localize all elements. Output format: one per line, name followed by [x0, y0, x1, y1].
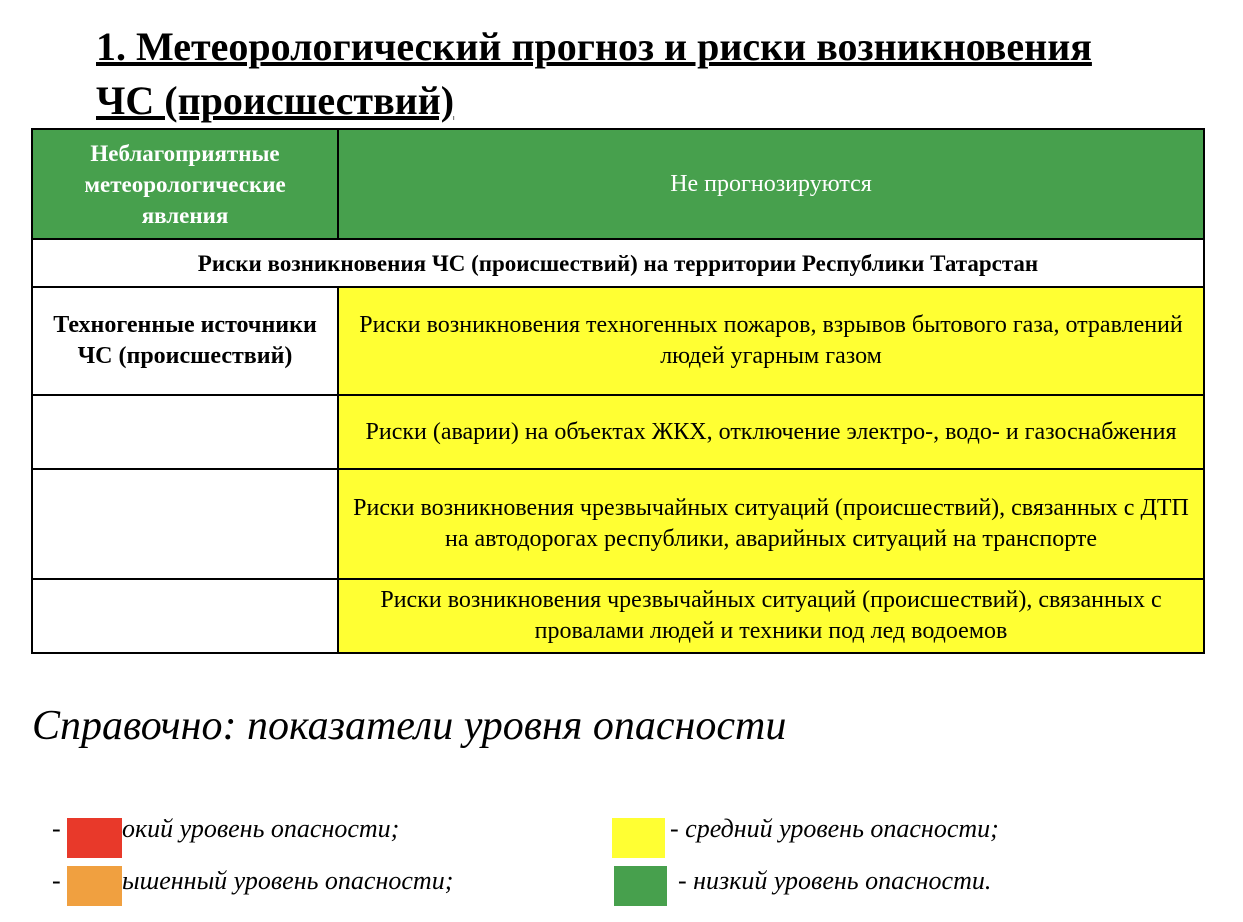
- legend-medium: [612, 814, 1112, 860]
- table-row: [32, 287, 1204, 395]
- table-header-row: [32, 129, 1204, 239]
- risk-cell: Риски возникновения чрезвычайных ситуаций (происшествий), связанных с ДТП на автодорогах республики, аварийных ситуаций на транспорте: [338, 469, 1204, 579]
- reference-title: Справочно: показатели уровня опасности: [32, 703, 787, 749]
- table-row: [32, 469, 1204, 579]
- legend-high: [52, 814, 552, 854]
- legend-elevated-text: ышенный уровень опасности;: [122, 866, 454, 895]
- table-subheader-row: [32, 239, 1204, 287]
- legend-high-swatch: [67, 818, 122, 858]
- header-hazards-value: Не прогнозируются: [338, 129, 1204, 239]
- empty-cell: [32, 579, 338, 653]
- empty-cell: [32, 395, 338, 469]
- risk-cell: Риски возникновения техногенных пожаров, взрывов бытового газа, отравлений людей угарным газом: [338, 287, 1204, 395]
- risk-cell: Риски возникновения чрезвычайных ситуаций (происшествий), связанных с провалами людей и техники под лед водоемов: [338, 579, 1204, 653]
- risk-table: [31, 128, 1205, 654]
- risk-cell: Риски (аварии) на объектах ЖКХ, отключение электро-, водо- и газоснабжения: [338, 395, 1204, 469]
- table-row: [32, 579, 1204, 653]
- legend-high-dash: -: [52, 814, 61, 843]
- legend-elevated-swatch: [67, 866, 122, 906]
- legend-medium-swatch: [612, 818, 665, 858]
- table-row: [32, 395, 1204, 469]
- legend-low-text: - низкий уровень опасности.: [678, 866, 992, 895]
- legend-medium-text: - средний уровень опасности;: [670, 814, 999, 843]
- table-subheader: Риски возникновения ЧС (происшествий) на территории Республики Татарстан: [32, 239, 1204, 287]
- legend-low-swatch: [614, 866, 667, 906]
- page-title: 1. Метеорологический прогноз и риски возникновения ЧС (происшествий): [96, 24, 1092, 123]
- source-label: Техногенные источники ЧС (происшествий): [32, 287, 338, 395]
- legend-low: [614, 866, 1114, 910]
- empty-cell: [32, 469, 338, 579]
- legend-elevated-dash: -: [52, 866, 61, 895]
- legend-elevated: [52, 866, 552, 910]
- legend-high-text: окий уровень опасности;: [122, 814, 400, 843]
- header-hazards-label: Неблагоприятные метеорологические явления: [32, 129, 338, 239]
